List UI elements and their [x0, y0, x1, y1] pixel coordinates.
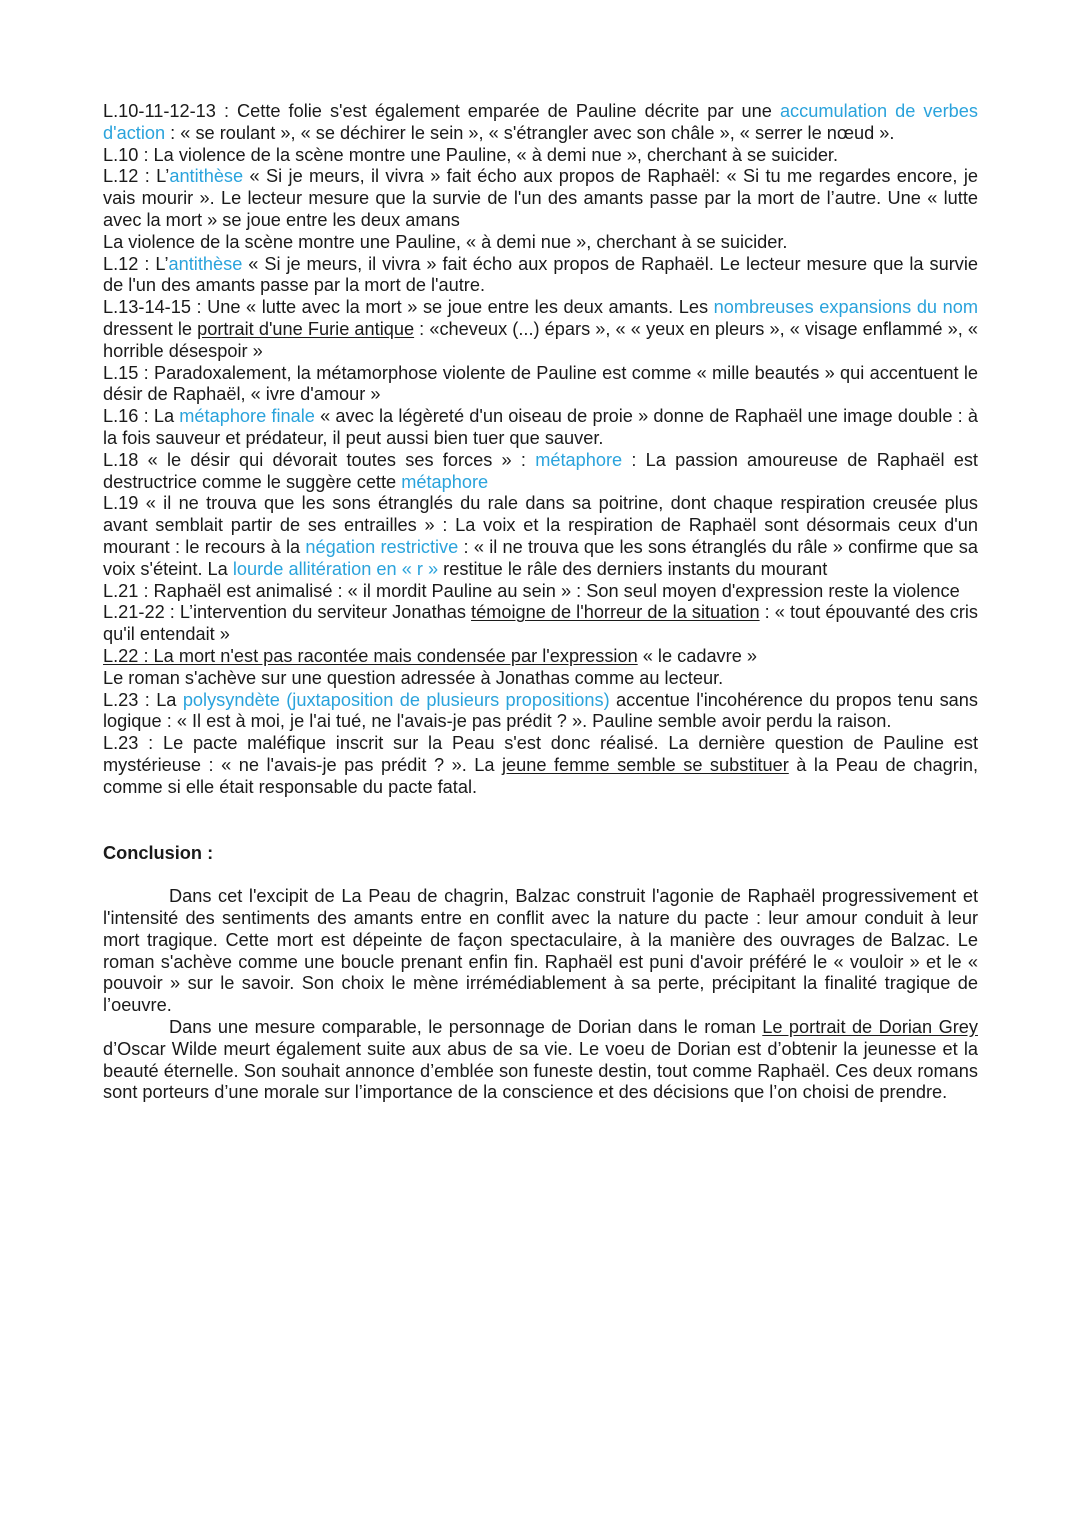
text-segment: L.10-11-12-13 : Cette folie s'est également emparée de Pauline décrite par une — [103, 101, 780, 121]
text-segment: L.19 « il ne trouva que les sons étranglés du rale dans sa poitrine, dont chaque respiration creusée plus avant semblait partir de ses entrailles » : La voix et la respiration de Raphaël sont désormais ceux d'un mourant : le recours à la — [103, 493, 978, 557]
analysis-line — [103, 690, 978, 734]
analysis-line — [103, 145, 978, 167]
underlined-phrase: témoigne de l'horreur de la situation — [471, 602, 760, 623]
text-segment: : «cheveux (...) épars », « « yeux en pleurs », « visage enflammé », « horrible désespoir » — [103, 318, 978, 361]
analysis-section — [103, 101, 978, 799]
text-segment: L.13-14-15 : Une « lutte avec la mort » se joue entre les deux amants. Les — [103, 297, 714, 318]
highlighted-term: nombreuses expansions du nom — [713, 297, 978, 318]
conclusion-paragraph — [103, 1017, 978, 1104]
highlighted-term: antithèse — [169, 166, 244, 187]
text-segment: L.18 « le désir qui dévorait toutes ses forces » : — [103, 449, 536, 470]
conclusion-heading: Conclusion : — [103, 842, 214, 863]
underlined-phrase: L.22 : La mort n'est pas racontée mais condensée par l'expression — [103, 645, 638, 666]
text-segment: L.23 : Le pacte maléfique inscrit sur la Peau s'est donc réalisé. La dernière question de Pauline est mystérieuse : « ne l'avais-je pas prédit ? ». La — [103, 733, 978, 775]
highlighted-term: négation restrictive — [305, 536, 459, 557]
text-segment: dressent le — [103, 318, 198, 339]
highlighted-term: métaphore — [401, 471, 489, 492]
analysis-line — [103, 297, 978, 362]
text-segment: accentue l'incohérence du propos tenu sans logique : « Il est à moi, je l'ai tué, ne l'avais-je pas prédit ? ». Pauline semble avoir perdu la raison. — [103, 689, 978, 732]
text-segment: L.10 : La violence de la scène montre une Pauline, « à demi nue », cherchant à se suicider. — [103, 144, 839, 165]
highlighted-term: polysyndète (juxtaposition de plusieurs propositions) — [182, 689, 610, 710]
text-segment: L.23 : La — [103, 689, 183, 710]
highlighted-term: accumulation de verbes d'action — [103, 101, 978, 143]
underlined-phrase: Le portrait de Dorian Grey — [762, 1017, 978, 1038]
text-segment: La violence de la scène montre une Pauline, « à demi nue », cherchant à se suicider. — [103, 231, 788, 252]
text-segment: Dans une mesure comparable, le personnage de Dorian dans le roman — [169, 1017, 763, 1038]
analysis-line — [103, 254, 978, 298]
conclusion-section — [103, 886, 978, 1104]
text-segment: : « se roulant », « se déchirer le sein », « s'étrangler avec son châle », « serrer le nœud ». — [165, 122, 895, 143]
text-segment: L.16 : La — [103, 406, 180, 427]
highlighted-term: métaphore finale — [179, 406, 315, 427]
document-body — [103, 101, 978, 1104]
text-segment: « Si je meurs, il vivra » fait écho aux propos de Raphaël: « Si tu me regardes encore, je vais mourir ». Le lecteur mesure que la survie de l'un des amants passe par la mort de l’autre. Une « lutte avec la mort » se joue entre les deux amans — [103, 166, 978, 230]
text-segment: restitue le râle des derniers instants du mourant — [438, 558, 828, 579]
analysis-line — [103, 602, 978, 646]
conclusion-paragraph — [103, 886, 978, 1017]
text-segment: : « il ne trouva que les sons étranglés du râle » confirme que sa voix s'éteint. La — [103, 536, 978, 579]
text-segment: L.12 : L’ — [103, 166, 170, 187]
analysis-line — [103, 406, 978, 450]
underlined-phrase: portrait d'une Furie antique — [197, 318, 415, 339]
analysis-line — [103, 493, 978, 580]
text-segment: à la Peau de chagrin, comme si elle était responsable du pacte fatal. — [103, 754, 978, 797]
analysis-line — [103, 733, 978, 798]
text-segment: « le cadavre » — [637, 645, 757, 666]
text-segment: « Si je meurs, il vivra » fait écho aux propos de Raphaël. Le lecteur mesure que la survie de l'un des amants passe par la mort de l'autre. — [103, 253, 979, 296]
analysis-line — [103, 668, 978, 690]
text-segment: « avec la légèreté d'un oiseau de proie » donne de Raphaël une image double : à la fois sauveur et prédateur, il peut aussi bien tuer que sauver. — [103, 406, 978, 448]
text-segment: L.21 : Raphaël est animalisé : « il mordit Pauline au sein » : Son seul moyen d'expression reste la violence — [103, 580, 960, 601]
analysis-line — [103, 646, 978, 668]
analysis-line — [103, 166, 978, 231]
highlighted-term: lourde allitération en « r » — [232, 558, 439, 579]
text-segment: : La passion amoureuse de Raphaël est destructrice comme le suggère cette — [103, 449, 978, 492]
text-segment: d’Oscar Wilde meurt également suite aux abus de sa vie. Le voeu de Dorian est d’obtenir la jeunesse et la beauté éternelle. Son souhait annonce d’emblée son funeste destin, tout comme Raphaël. Ces deux romans sont porteurs d’une morale sur l’importance de la conscience et des décisions que l’on choisi de prendre. — [103, 1038, 978, 1103]
underlined-phrase: jeune femme semble se substituer — [502, 754, 789, 775]
text-segment: L.15 : Paradoxalement, la métamorphose violente de Pauline est comme « mille beautés » qui accentuent le désir de Raphaël, « ivre d'amour » — [103, 362, 978, 405]
analysis-line — [103, 450, 978, 494]
highlighted-term: antithèse — [168, 253, 243, 274]
text-segment: L.21-22 : L’intervention du serviteur Jonathas — [103, 602, 472, 623]
text-segment: Le roman s'achève sur une question adressée à Jonathas comme au lecteur. — [103, 667, 724, 688]
analysis-line — [103, 101, 978, 145]
text-segment: : « tout épouvanté des cris qu'il entendait » — [103, 602, 979, 645]
analysis-line — [103, 232, 978, 254]
text-segment: L.12 : L’ — [103, 253, 169, 274]
analysis-line — [103, 581, 978, 603]
highlighted-term: métaphore — [535, 449, 623, 470]
analysis-line — [103, 363, 978, 407]
text-segment: Dans cet l'excipit de La Peau de chagrin, Balzac construit l'agonie de Raphaël progressivement et l'intensité des sentiments des amants entre en conflit avec la nature du pacte : leur amour conduit à leur mort tragique. Cette mort est dépeinte de façon spectaculaire, à la manière des ouvrages de Balzac. Le roman s'achève comme une boucle prenant enfin fin. Raphaël est puni d'avoir préféré le « vouloir » et le « pouvoir » sur le savoir. Son choix le mène irrémédiablement à sa perte, précipitant la finalité tragique de l’oeuvre. — [103, 886, 978, 1016]
